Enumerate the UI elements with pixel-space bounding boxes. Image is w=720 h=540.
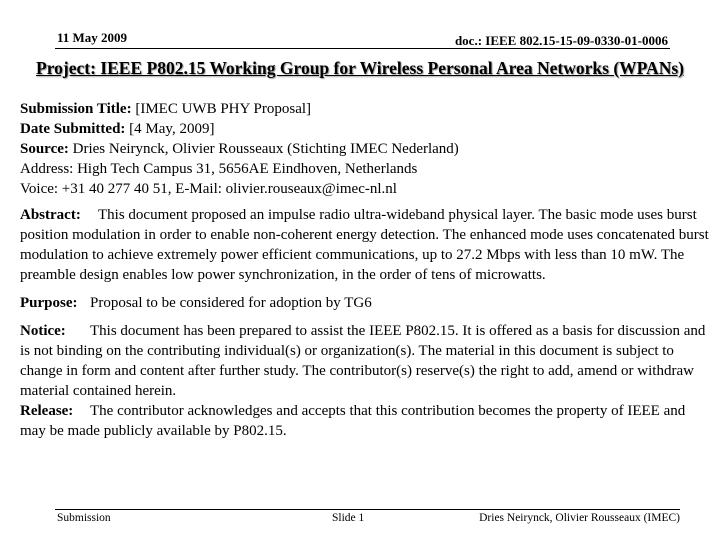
purpose-label: Purpose: — [20, 295, 78, 311]
abstract-label: Abstract: — [20, 207, 81, 223]
purpose-paragraph — [20, 293, 714, 313]
source-value: Dries Neirynck, Olivier Rousseaux (Stichting IMEC Nederland) — [72, 141, 459, 157]
header-doc-id: doc.: IEEE 802.15-15-09-0330-01-0006 — [454, 33, 668, 48]
date-submitted-label: Date Submitted: — [20, 121, 126, 137]
notice-text: This document has been prepared to assist the IEEE P802.15. It is offered as a basis for discussion and is not binding on the contributing individual(s) or organization(s). The material in this document is subject to change in form and content after further study. The contributor(s) reserve(s) the right to add, amend or withdraw material contained herein. — [20, 323, 706, 399]
source-line — [20, 139, 714, 159]
address-line: Address: High Tech Campus 31, 5656AE Eindhoven, Netherlands — [20, 161, 418, 177]
release-text: The contributor acknowledges and accepts that this contribution becomes the property of IEEE and may be made publicly available by P802.15. — [20, 403, 686, 439]
abstract-paragraph — [20, 205, 714, 285]
header-date: 11 May 2009 — [57, 30, 128, 45]
footer-slide-number: Slide 1 — [332, 512, 365, 524]
project-title: Project: IEEE P802.15 Working Group for Wireless Personal Area Networks (WPANs) — [36, 58, 684, 78]
purpose-text: Proposal to be considered for adoption by TG6 — [90, 295, 372, 311]
abstract-text: This document proposed an impulse radio ultra-wideband physical layer. The basic mode uses burst position modulation in order to enable non-coherent energy detection. The enhanced mode uses concatenated burst modulation to achieve extremely power efficient communications, up to 27.2 Mbps with less than 10 mW. The preamble design enables low power synchronization, in the order of tens of microwatts. — [20, 207, 709, 283]
footer-submission: Submission — [57, 512, 111, 524]
source-label: Source: — [20, 141, 69, 157]
submission-title-line — [20, 99, 714, 119]
release-paragraph — [20, 401, 714, 441]
notice-paragraph — [20, 321, 714, 401]
date-submitted-line — [20, 119, 714, 139]
release-label: Release: — [20, 403, 74, 419]
date-submitted-value: [4 May, 2009] — [129, 121, 215, 137]
slide-body — [20, 99, 714, 441]
footer-rule — [55, 509, 680, 510]
footer-authors: Dries Neirynck, Olivier Rousseaux (IMEC) — [479, 512, 680, 524]
voice-line: Voice: +31 40 277 40 51, E-Mail: olivier.rouseaux@imec-nl.nl — [20, 181, 397, 197]
submission-title-label: Submission Title: — [20, 101, 132, 117]
notice-label: Notice: — [20, 323, 66, 339]
submission-title-value: [IMEC UWB PHY Proposal] — [135, 101, 312, 117]
header-rule — [55, 48, 670, 49]
